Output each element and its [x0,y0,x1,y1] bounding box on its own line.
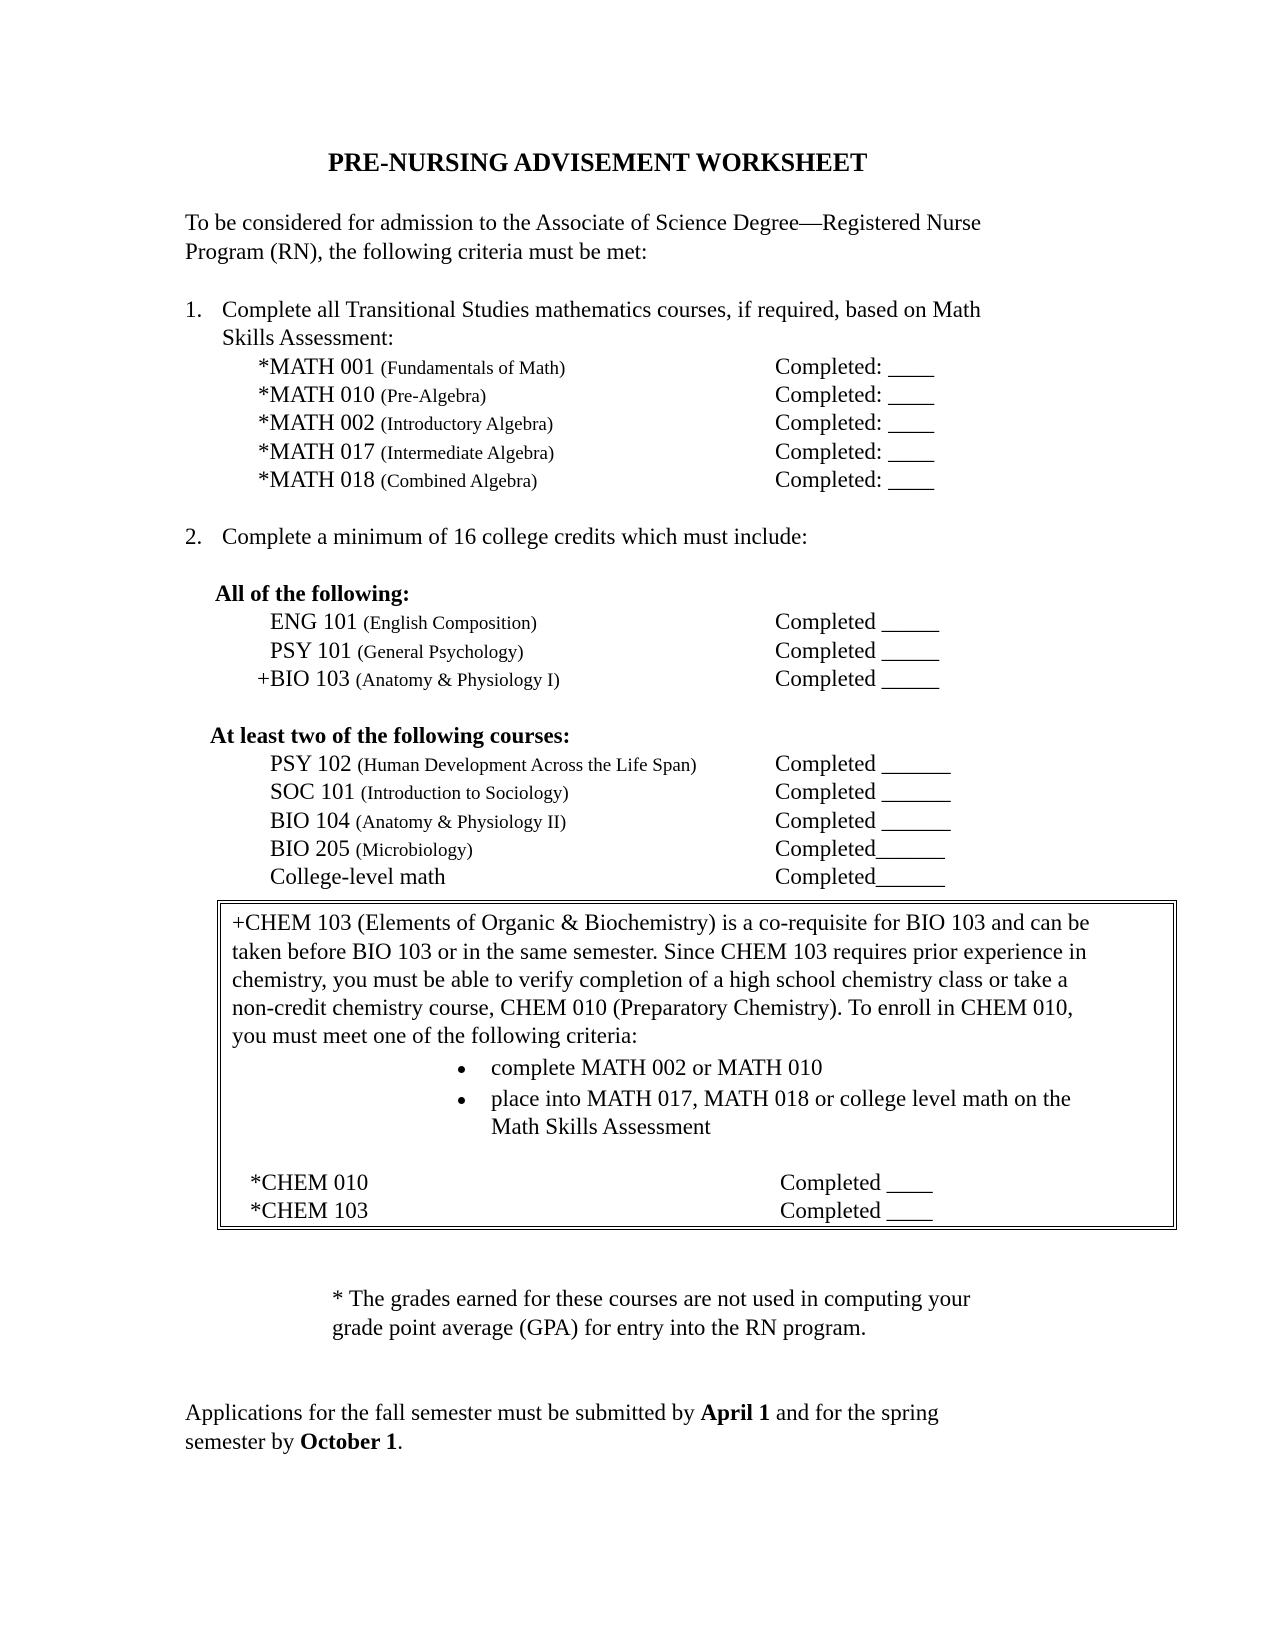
completed-field[interactable]: Completed _____ [775,609,940,634]
criteria-bullet-2: place into MATH 017, MATH 018 or college level math on the [491,1086,1071,1111]
section-2-text: Complete a minimum of 16 college credits which must include: [222,524,808,549]
course-name: (Fundamentals of Math) [380,358,566,379]
course-row [258,409,553,439]
completed-field[interactable]: Completed: ____ [775,467,935,492]
course-row [258,438,554,468]
section-1-number: 1. [185,297,203,322]
course-row [258,466,537,496]
course-row [270,778,569,808]
course-name: (Microbiology) [355,840,473,861]
deadline-text: Applications for the fall semester must be submitted by [185,1400,701,1425]
course-row [270,835,473,865]
completed-field[interactable]: Completed: ____ [775,382,935,407]
course-code: BIO 104 [270,808,350,833]
completed-field[interactable]: Completed ______ [775,779,951,804]
completed-field[interactable]: Completed: ____ [775,410,935,435]
all-following-heading: All of the following: [215,581,410,606]
course-code: ENG 101 [270,609,358,634]
course-row [270,637,524,667]
completed-field[interactable]: Completed ____ [780,1170,933,1195]
course-code: BIO 205 [270,836,350,861]
course-name: (Intermediate Algebra) [380,443,555,464]
bullet-icon [458,1097,465,1104]
course-code: *MATH 002 [258,410,375,435]
course-code: *MATH 017 [258,439,375,464]
course-row [270,608,537,638]
course-code: SOC 101 [270,779,355,804]
course-row [257,665,560,695]
footnote-line-2: grade point average (GPA) for entry into the RN program. [332,1315,867,1340]
deadline-text: semester by [185,1429,300,1454]
course-code: College-level math [270,864,446,889]
course-name: (Human Development Across the Life Span) [357,755,697,776]
criteria-bullet-1: complete MATH 002 or MATH 010 [491,1055,823,1080]
deadline-text: . [397,1429,404,1454]
course-name: (General Psychology) [357,642,524,663]
spring-deadline: October 1 [299,1429,398,1454]
course-row [270,750,697,780]
deadline-line-1 [185,1399,939,1427]
course-code: PSY 101 [270,638,352,663]
course-name: (Anatomy & Physiology II) [355,812,567,833]
section-2-number: 2. [185,524,203,549]
completed-field[interactable]: Completed ______ [775,808,951,833]
course-code: *MATH 001 [258,354,375,379]
deadline-text: and for the spring [770,1400,939,1425]
chem-line-3: chemistry, you must be able to verify completion of a high school chemistry class or take a [232,967,1068,992]
chem-course-code: *CHEM 010 [250,1170,369,1195]
chem-course-code: *CHEM 103 [250,1198,369,1223]
course-name: (Anatomy & Physiology I) [355,670,560,691]
course-name: (Introduction to Sociology) [360,783,569,804]
chem-line-5: you must meet one of the following criteria: [232,1023,638,1048]
completed-field[interactable]: Completed _____ [775,666,940,691]
completed-field[interactable]: Completed: ____ [775,439,935,464]
course-row [270,863,446,891]
course-code: *MATH 010 [258,382,375,407]
course-row [258,381,486,411]
completed-field[interactable]: Completed: ____ [775,354,935,379]
course-name: (Combined Algebra) [380,471,538,492]
deadline-line-2 [185,1428,403,1456]
course-name: (Pre-Algebra) [380,386,487,407]
fall-deadline: April 1 [700,1400,771,1425]
at-least-two-heading: At least two of the following courses: [210,723,571,748]
section-1-line-2: Skills Assessment: [222,325,394,350]
completed-field[interactable]: Completed ____ [780,1198,933,1223]
page-title: PRE-NURSING ADVISEMENT WORKSHEET [328,148,868,177]
completed-field[interactable]: Completed______ [775,836,945,861]
completed-field[interactable]: Completed______ [775,864,945,889]
intro-line-2: Program (RN), the following criteria must be met: [185,239,648,264]
course-name: (Introductory Algebra) [380,414,554,435]
footnote-line-1: * The grades earned for these courses are not used in computing your [332,1286,971,1311]
chem-line-1: +CHEM 103 (Elements of Organic & Biochemistry) is a co-requisite for BIO 103 and can be [232,910,1090,935]
section-1-line-1: Complete all Transitional Studies mathematics courses, if required, based on Math [222,297,981,322]
criteria-bullet-2-cont: Math Skills Assessment [491,1114,711,1139]
completed-field[interactable]: Completed _____ [775,638,940,663]
intro-line-1: To be considered for admission to the Associate of Science Degree—Registered Nurse [185,210,982,235]
course-code: +BIO 103 [257,666,350,691]
completed-field[interactable]: Completed ______ [775,751,951,776]
course-row [258,353,565,383]
bullet-icon [458,1066,465,1073]
course-code: *MATH 018 [258,467,375,492]
course-row [270,807,566,837]
course-name: (English Composition) [363,613,537,634]
course-code: PSY 102 [270,751,352,776]
chem-line-4: non-credit chemistry course, CHEM 010 (Preparatory Chemistry). To enroll in CHEM 010, [232,995,1074,1020]
chem-line-2: taken before BIO 103 or in the same semester. Since CHEM 103 requires prior experience in [232,939,1087,964]
